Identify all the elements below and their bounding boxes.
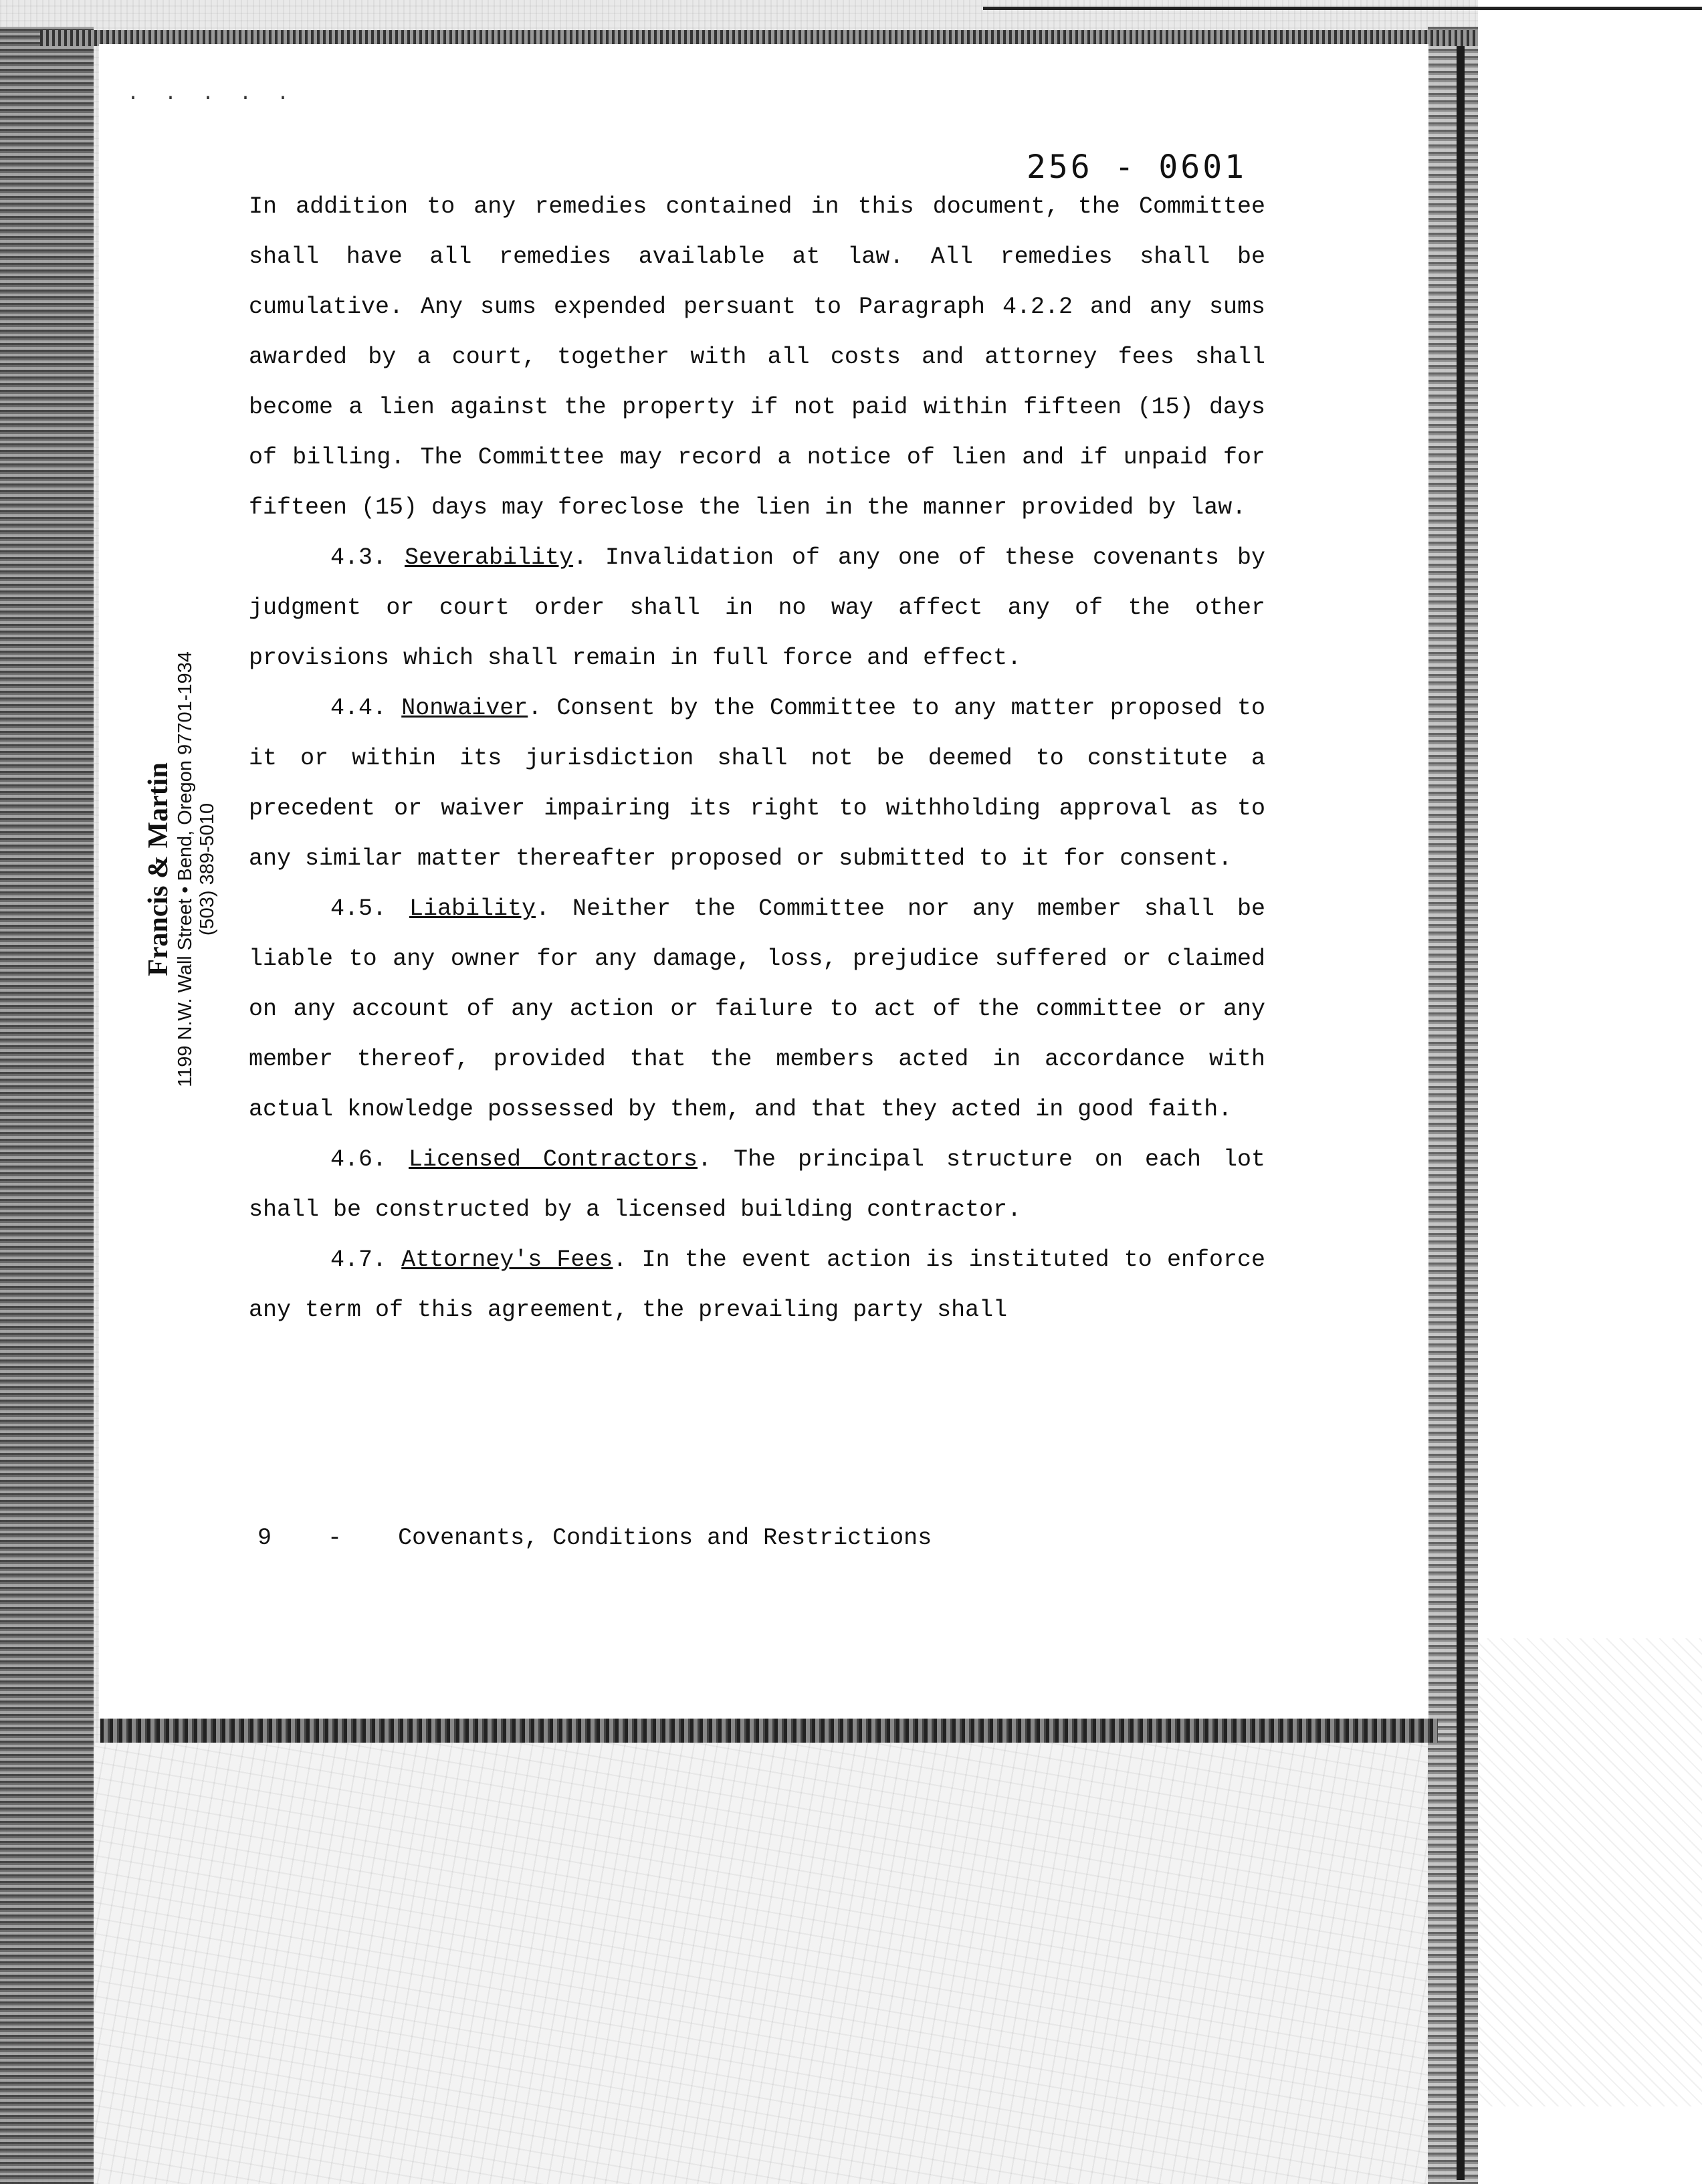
- section-attorneys-fees: [249, 1235, 1265, 1335]
- section-severability: [249, 533, 1265, 683]
- right-scan-border: [1428, 27, 1478, 2184]
- section-number: 4.5.: [330, 895, 387, 922]
- firm-name: Francis & Martin: [143, 762, 174, 976]
- section-heading: Attorney's Fees: [401, 1246, 613, 1273]
- section-nonwaiver: [249, 683, 1265, 884]
- section-number: 4.6.: [330, 1146, 387, 1173]
- lower-scan-area: [94, 1743, 1428, 2184]
- firm-phone: (503) 389-5010: [197, 802, 218, 936]
- footer-separator: -: [328, 1525, 342, 1551]
- section-text: . Consent by the Committee to any matter proposed to it or within its jurisdiction shall not be deemed to constitute a precedent or waiver impairing its right to withholding approval as to any similar matter thereafter proposed or submitted to it for consent.: [249, 695, 1265, 872]
- section-number: 4.7.: [330, 1246, 387, 1273]
- section-liability: [249, 884, 1265, 1135]
- paper-bottom-edge: [100, 1719, 1438, 1743]
- section-licensed-contractors: [249, 1135, 1265, 1235]
- section-number: 4.4.: [330, 695, 387, 722]
- footer-title: Covenants, Conditions and Restrictions: [398, 1525, 932, 1551]
- section-heading: Liability: [409, 895, 536, 922]
- page-code-stamp: 256 - 0601: [1027, 148, 1247, 186]
- section-text: . Invalidation of any one of these covenants by judgment or court order shall in no way affect any of the other provisions which shall remain in full force and effect.: [249, 544, 1265, 671]
- right-margin-speckle: [1478, 1638, 1702, 2106]
- section-text: . Neither the Committee nor any member shall be liable to any owner for any damage, loss, prejudice suffered or claimed on any account of any action or failure to act of the committee or any member thereof, provided that the members acted in accordance with actual knowledge possessed by them, and that they acted in good faith.: [249, 895, 1265, 1123]
- firm-address: 1199 N.W. Wall Street • Bend, Oregon 97701-1934: [175, 651, 196, 1087]
- section-heading: Severability: [405, 544, 574, 571]
- section-heading: Nonwaiver: [401, 695, 528, 722]
- footer-page-number: 9: [257, 1525, 272, 1551]
- section-number: 4.3.: [330, 544, 387, 571]
- scan-marks: · · · · ·: [127, 87, 296, 110]
- section-text: . In the event action is instituted to enforce any term of this agreement, the prevailing party shall: [249, 1246, 1265, 1323]
- page-footer: [257, 1525, 932, 1551]
- left-scan-border: [0, 27, 94, 2184]
- intro-paragraph: In addition to any remedies contained in this document, the Committee shall have all remedies available at law. All remedies shall be cumulative. Any sums expended persuant to Paragraph 4.2.2 and any sums awarded by a court, together with all costs and attorney fees shall become a lien against the property if not paid within fifteen (15) days of billing. The Committee may record a notice of lien and if unpaid for fifteen (15) days may foreclose the lien in the manner provided by law.: [249, 193, 1265, 521]
- section-heading: Licensed Contractors: [409, 1146, 698, 1173]
- document-body: [249, 182, 1265, 1335]
- right-scan-edge: [1457, 40, 1465, 2180]
- top-edge-line: [983, 7, 1702, 10]
- section-text: . The principal structure on each lot shall be constructed by a licensed building contractor.: [249, 1146, 1265, 1223]
